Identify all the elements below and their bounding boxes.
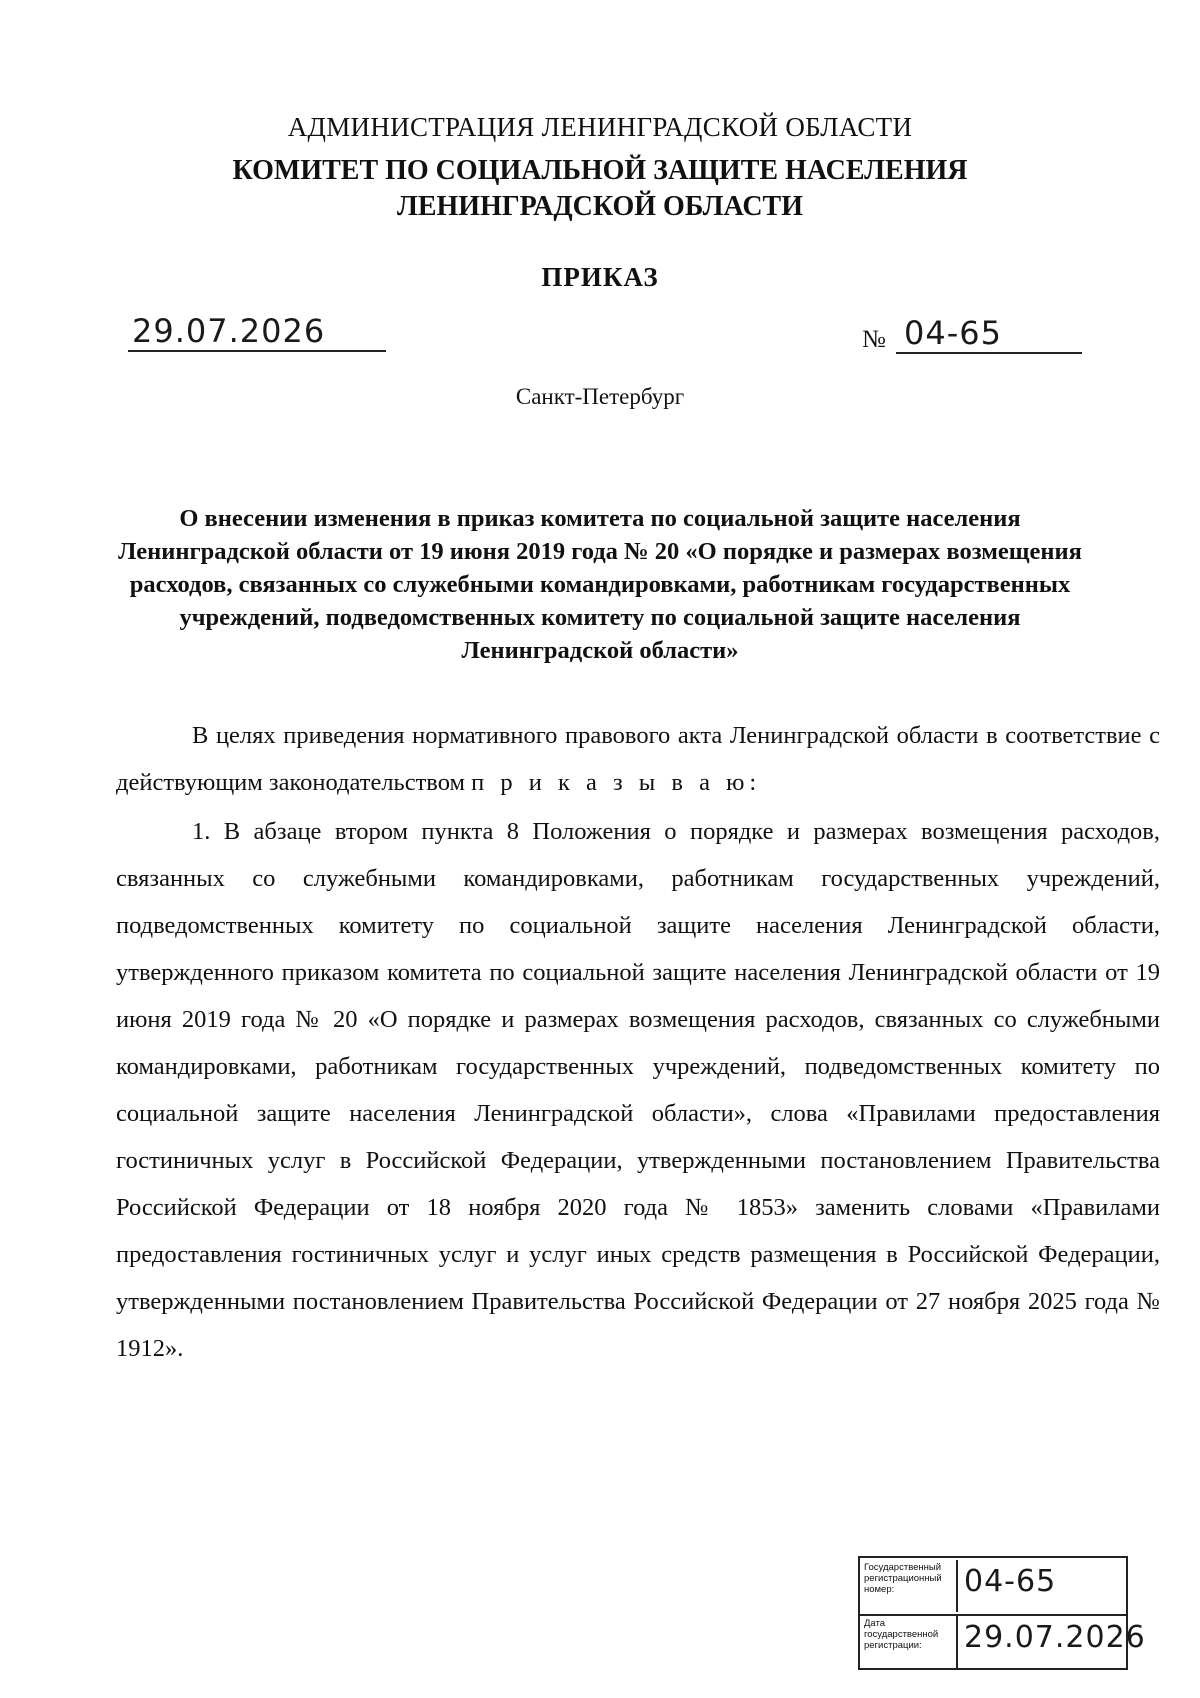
stamp-date-value: 29.07.2026 bbox=[964, 1620, 1146, 1655]
number-sign: № bbox=[862, 326, 886, 353]
document-type: ПРИКАЗ bbox=[541, 262, 659, 292]
intro-paragraph bbox=[116, 712, 1160, 806]
order-verb: п р и к а з ы в а ю: bbox=[471, 769, 762, 796]
registration-stamp bbox=[858, 1556, 1146, 1670]
item-1-paragraph: 1. В абзаце втором пункта 8 Положения о порядке и размерах возмещения расходов, связанных со служебными командировками, работникам государственных учреждений, подведомственных комитету по социальной защите населения Ленинградской области, утвержденного приказом комитета по социальной защите населения Ленинградской области от 19 июня 2019 года № 20 «О порядке и размерах возмещения расходов, связанных со служебными командировками, работникам государственных учреждений, подведомственных комитету по социальной защите населения Ленинградской области», слова «Правилами предоставления гостиничных услуг в Российской Федерации, утвержденными постановлением Правительства Российской Федерации от 18 ноября 2020 года № 1853» заменить словами «Правилами предоставления гостиничных услуг и услуг иных средств размещения в Российской Федерации, утвержденными постановлением Правительства Российской Федерации от 27 ноября 2025 года № 1912». bbox=[116, 818, 1160, 1362]
administration-heading: АДМИНИСТРАЦИЯ ЛЕНИНГРАДСКОЙ ОБЛАСТИ bbox=[287, 112, 913, 142]
city: Санкт-Петербург bbox=[515, 384, 685, 409]
stamp-date-row bbox=[860, 1614, 1146, 1670]
intro-text: В целях приведения нормативного правового акта Ленинградской области в соответствие с действующим законодательством bbox=[116, 722, 1160, 796]
document-title: О внесении изменения в приказ комитета по социальной защите населения Ленинградской области от 19 июня 2019 года № 20 «О порядке и размерах возмещения расходов, связанных со служебными командировками, работникам государственных учреждений, подведомственных комитету по социальной защите населения Ленинградской области» bbox=[118, 505, 1082, 664]
committee-heading-line2: ЛЕНИНГРАДСКОЙ ОБЛАСТИ bbox=[396, 191, 804, 222]
order-date: 29.07.2026 bbox=[132, 312, 326, 350]
stamp-number-value: 04-65 bbox=[964, 1564, 1057, 1599]
stamp-number-row bbox=[860, 1558, 1126, 1616]
order-date-field bbox=[128, 312, 386, 352]
order-number-field bbox=[896, 314, 1082, 354]
committee-heading-line1: КОМИТЕТ ПО СОЦИАЛЬНОЙ ЗАЩИТЕ НАСЕЛЕНИЯ bbox=[232, 155, 968, 186]
stamp-number-label: Государственный регистрационный номер: bbox=[862, 1560, 958, 1612]
order-number: 04-65 bbox=[904, 314, 1002, 352]
stamp-date-label: Дата государственной регистрации: bbox=[862, 1616, 958, 1668]
